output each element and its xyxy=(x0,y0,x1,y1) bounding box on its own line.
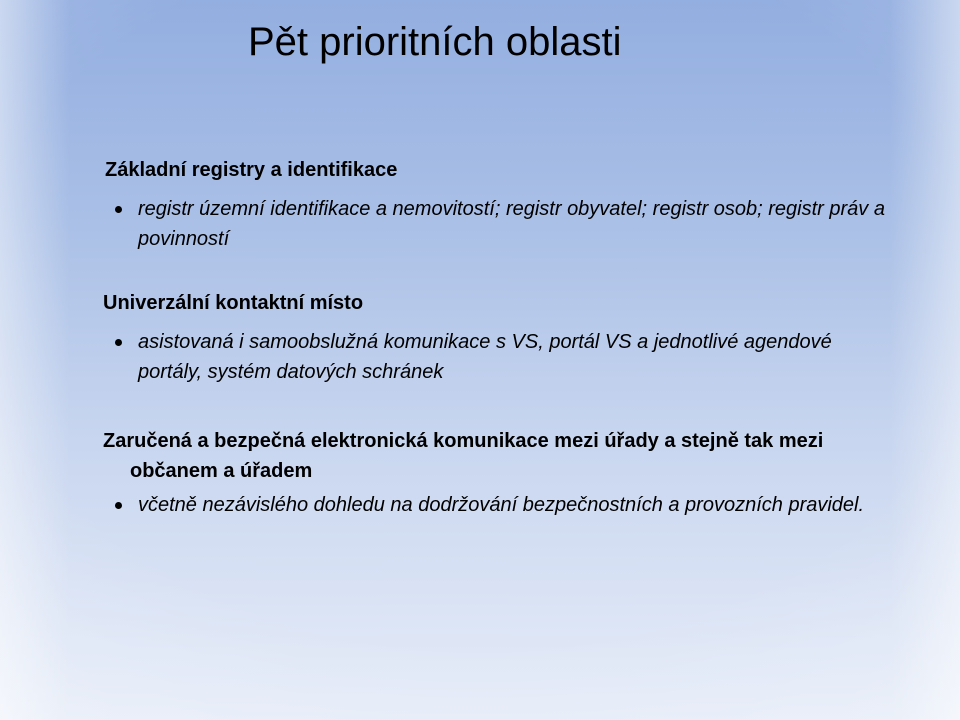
bullet-dot-icon xyxy=(115,339,122,346)
bullet-item-registry: registr územní identifikace a nemovitostí; registr obyvatel; registr osob; registr práv a povinností xyxy=(138,198,885,250)
slide-edge-right xyxy=(890,0,960,720)
bullet-item-secure-communication: včetně nezávislého dohledu na dodržování bezpečnostních a provozních pravidel. xyxy=(138,494,865,516)
section-heading-contact-point: Univerzální kontaktní místo xyxy=(103,292,364,314)
section-heading-registry: Základní registry a identifikace xyxy=(105,159,398,181)
slide-edge-left xyxy=(0,0,70,720)
slide-title: Pět prioritních oblasti xyxy=(248,20,622,64)
section-heading-secure-communication: Zaručená a bezpečná elektronická komunikace mezi úřady a stejně tak mezi občanem a úřadem xyxy=(103,430,824,482)
bullet-dot-icon xyxy=(115,206,122,213)
bullet-item-contact-point: asistovaná i samoobslužná komunikace s VS, portál VS a jednotlivé agendové portály, systém datových schránek xyxy=(138,331,832,383)
bullet-dot-icon xyxy=(115,502,122,509)
